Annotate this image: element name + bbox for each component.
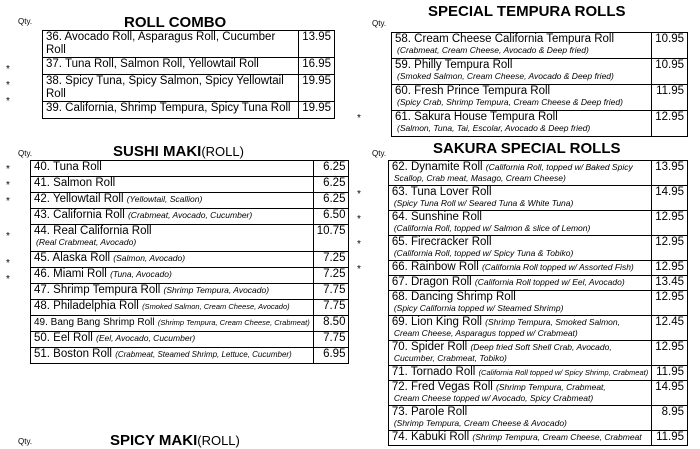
table-row: 69. Lion King Roll (Shrimp Tempura, Smoked Salmon, Cream Cheese, Asparagus topped w/ Crabmeat) 12.45: [367, 316, 688, 341]
roll-combo-table: [24, 30, 335, 119]
qty-cell[interactable]: [24, 300, 31, 316]
star-marker: *: [6, 196, 10, 207]
qty-cell[interactable]: [24, 225, 31, 252]
table-row: [24, 31, 335, 58]
qty-cell[interactable]: [367, 316, 388, 341]
table-row: 49. Bang Bang Shrimp Roll (Shrimp Tempura, Cream Cheese, Crabmeat) 8.50: [24, 316, 349, 332]
star-marker: *: [6, 96, 10, 107]
qty-cell[interactable]: [24, 252, 31, 268]
star-marker: *: [357, 214, 361, 225]
qty-cell[interactable]: [367, 276, 388, 291]
table-row: 40. Tuna Roll 6.25: [24, 161, 349, 177]
special-tempura-table: [367, 32, 688, 137]
qty-label: Qty.: [18, 149, 33, 158]
item-name: 38. Spicy Tuna, Spicy Salmon, Spicy Yellowtail Roll: [43, 75, 299, 102]
qty-cell[interactable]: [24, 161, 31, 177]
item-name: 37. Tuna Roll, Salmon Roll, Yellowtail Roll: [43, 58, 299, 75]
qty-cell[interactable]: [24, 284, 31, 300]
special-tempura-title: SPECIAL TEMPURA ROLLS: [428, 3, 626, 20]
qty-cell[interactable]: [367, 291, 388, 316]
table-row: 48. Philadelphia Roll (Smoked Salmon, Cream Cheese, Avocado) 7.75: [24, 300, 349, 316]
sakura-special-table: [367, 160, 688, 446]
qty-cell[interactable]: [367, 111, 392, 137]
star-marker: *: [6, 80, 10, 91]
sushi-maki-table: [24, 160, 349, 364]
roll-combo-title: ROLL COMBO: [124, 14, 227, 31]
qty-cell[interactable]: [24, 193, 31, 209]
table-row: 41. Salmon Roll 6.25: [24, 177, 349, 193]
table-row: 46. Miami Roll (Tuna, Avocado) 7.25: [24, 268, 349, 284]
star-marker: *: [357, 264, 361, 275]
table-row: 59. Philly Tempura Roll (Smoked Salmon, Cream Cheese, Avocado & Deep fried) 10.95: [367, 59, 688, 85]
qty-cell[interactable]: [367, 59, 392, 85]
table-row: 44. Real California Roll (Real Crabmeat, Avocado) 10.75: [24, 225, 349, 252]
qty-cell[interactable]: [367, 366, 388, 381]
item-price: 16.95: [299, 58, 335, 75]
qty-cell[interactable]: [367, 431, 388, 446]
spicy-maki-title: SPICY MAKI(ROLL): [110, 432, 240, 449]
table-row: 43. California Roll (Crabmeat, Avocado, Cucumber) 6.50: [24, 209, 349, 225]
qty-cell[interactable]: [24, 268, 31, 284]
qty-cell[interactable]: [367, 211, 388, 236]
table-row: [24, 102, 335, 119]
star-marker: *: [6, 180, 10, 191]
table-row: 67. Dragon Roll (California Roll topped w/ Eel, Avocado) 13.45: [367, 276, 688, 291]
item-price: 19.95: [299, 75, 335, 102]
item-price: 19.95: [299, 102, 335, 119]
item-price: 13.95: [299, 31, 335, 58]
star-marker: *: [357, 239, 361, 250]
table-row: 74. Kabuki Roll (Shrimp Tempura, Cream Cheese, Crabmeat 11.95: [367, 431, 688, 446]
qty-cell[interactable]: [367, 161, 388, 186]
table-row: 50. Eel Roll (Eel, Avocado, Cucumber) 7.75: [24, 332, 349, 348]
qty-cell[interactable]: [24, 75, 43, 102]
table-row: 42. Yellowtail Roll (Yellowtail, Scallion) 6.25: [24, 193, 349, 209]
qty-cell[interactable]: [367, 85, 392, 111]
table-row: 58. Cream Cheese California Tempura Roll (Crabmeat, Cream Cheese, Avocado & Deep fried) 10.95: [367, 33, 688, 59]
table-row: [24, 75, 335, 102]
table-row: 64. Sunshine Roll (California Roll, topped w/ Salmon & slice of Lemon) 12.95: [367, 211, 688, 236]
qty-cell[interactable]: [367, 261, 388, 276]
table-row: 65. Firecracker Roll (California Roll, topped w/ Spicy Tuna & Tobiko) 12.95: [367, 236, 688, 261]
table-row: 73. Parole Roll (Shrimp Tempura, Cream Cheese & Avocado) 8.95: [367, 406, 688, 431]
qty-cell[interactable]: [24, 177, 31, 193]
star-marker: *: [6, 231, 10, 242]
qty-cell[interactable]: [24, 316, 31, 332]
qty-label: Qty.: [18, 437, 33, 446]
sushi-maki-title: SUSHI MAKI(ROLL): [113, 143, 244, 160]
star-marker: *: [357, 189, 361, 200]
table-row: [24, 58, 335, 75]
qty-label: Qty.: [372, 19, 387, 28]
item-name: 39. California, Shrimp Tempura, Spicy Tuna Roll: [43, 102, 299, 119]
table-row: 63. Tuna Lover Roll (Spicy Tuna Roll w/ Seared Tuna & White Tuna) 14.95: [367, 186, 688, 211]
table-row: 62. Dynamite Roll (California Roll, topped w/ Baked Spicy Scallop, Crab meat, Masago, Cream Cheese) 13.95: [367, 161, 688, 186]
table-row: 60. Fresh Prince Tempura Roll (Spicy Crab, Shrimp Tempura, Cream Cheese & Deep fried) 11.95: [367, 85, 688, 111]
qty-cell[interactable]: [367, 406, 388, 431]
table-row: 66. Rainbow Roll (California Roll topped w/ Assorted Fish) 12.95: [367, 261, 688, 276]
table-row: 61. Sakura House Tempura Roll (Salmon, Tuna, Tai, Escolar, Avocado & Deep fried) 12.95: [367, 111, 688, 137]
star-marker: *: [357, 113, 361, 124]
qty-label: Qty.: [18, 17, 33, 26]
qty-cell[interactable]: [24, 209, 31, 225]
qty-cell[interactable]: [24, 348, 31, 364]
star-marker: *: [6, 164, 10, 175]
item-name: 36. Avocado Roll, Asparagus Roll, Cucumber Roll: [43, 31, 299, 58]
qty-cell[interactable]: [24, 58, 43, 75]
table-row: 51. Boston Roll (Crabmeat, Steamed Shrimp, Lettuce, Cucumber) 6.95: [24, 348, 349, 364]
qty-cell[interactable]: [24, 31, 43, 58]
table-row: 68. Dancing Shrimp Roll (Spicy California topped w/ Steamed Shrimp) 12.95: [367, 291, 688, 316]
star-marker: *: [6, 64, 10, 75]
table-row: 45. Alaska Roll (Salmon, Avocado) 7.25: [24, 252, 349, 268]
table-row: 47. Shrimp Tempura Roll (Shrimp Tempura, Avocado) 7.75: [24, 284, 349, 300]
qty-cell[interactable]: [367, 381, 388, 406]
star-marker: *: [6, 274, 10, 285]
table-row: 71. Tornado Roll (California Roll topped w/ Spicy Shrimp, Crabmeat) 11.95: [367, 366, 688, 381]
qty-cell[interactable]: [24, 332, 31, 348]
qty-cell[interactable]: [367, 341, 388, 366]
qty-cell[interactable]: [367, 236, 388, 261]
table-row: 70. Spider Roll (Deep fried Soft Shell Crab, Avocado, Cucumber, Crabmeat, Tobiko) 12.95: [367, 341, 688, 366]
sakura-special-title: SAKURA SPECIAL ROLLS: [433, 140, 621, 157]
qty-label: Qty.: [372, 149, 387, 158]
qty-cell[interactable]: [367, 186, 388, 211]
star-marker: *: [6, 258, 10, 269]
qty-cell[interactable]: [24, 102, 43, 119]
qty-cell[interactable]: [367, 33, 392, 59]
table-row: 72. Fred Vegas Roll (Shrimp Tempura, Crabmeat, Cream Cheese topped w/ Avocado, Spicy Crabmeat) 14.95: [367, 381, 688, 406]
